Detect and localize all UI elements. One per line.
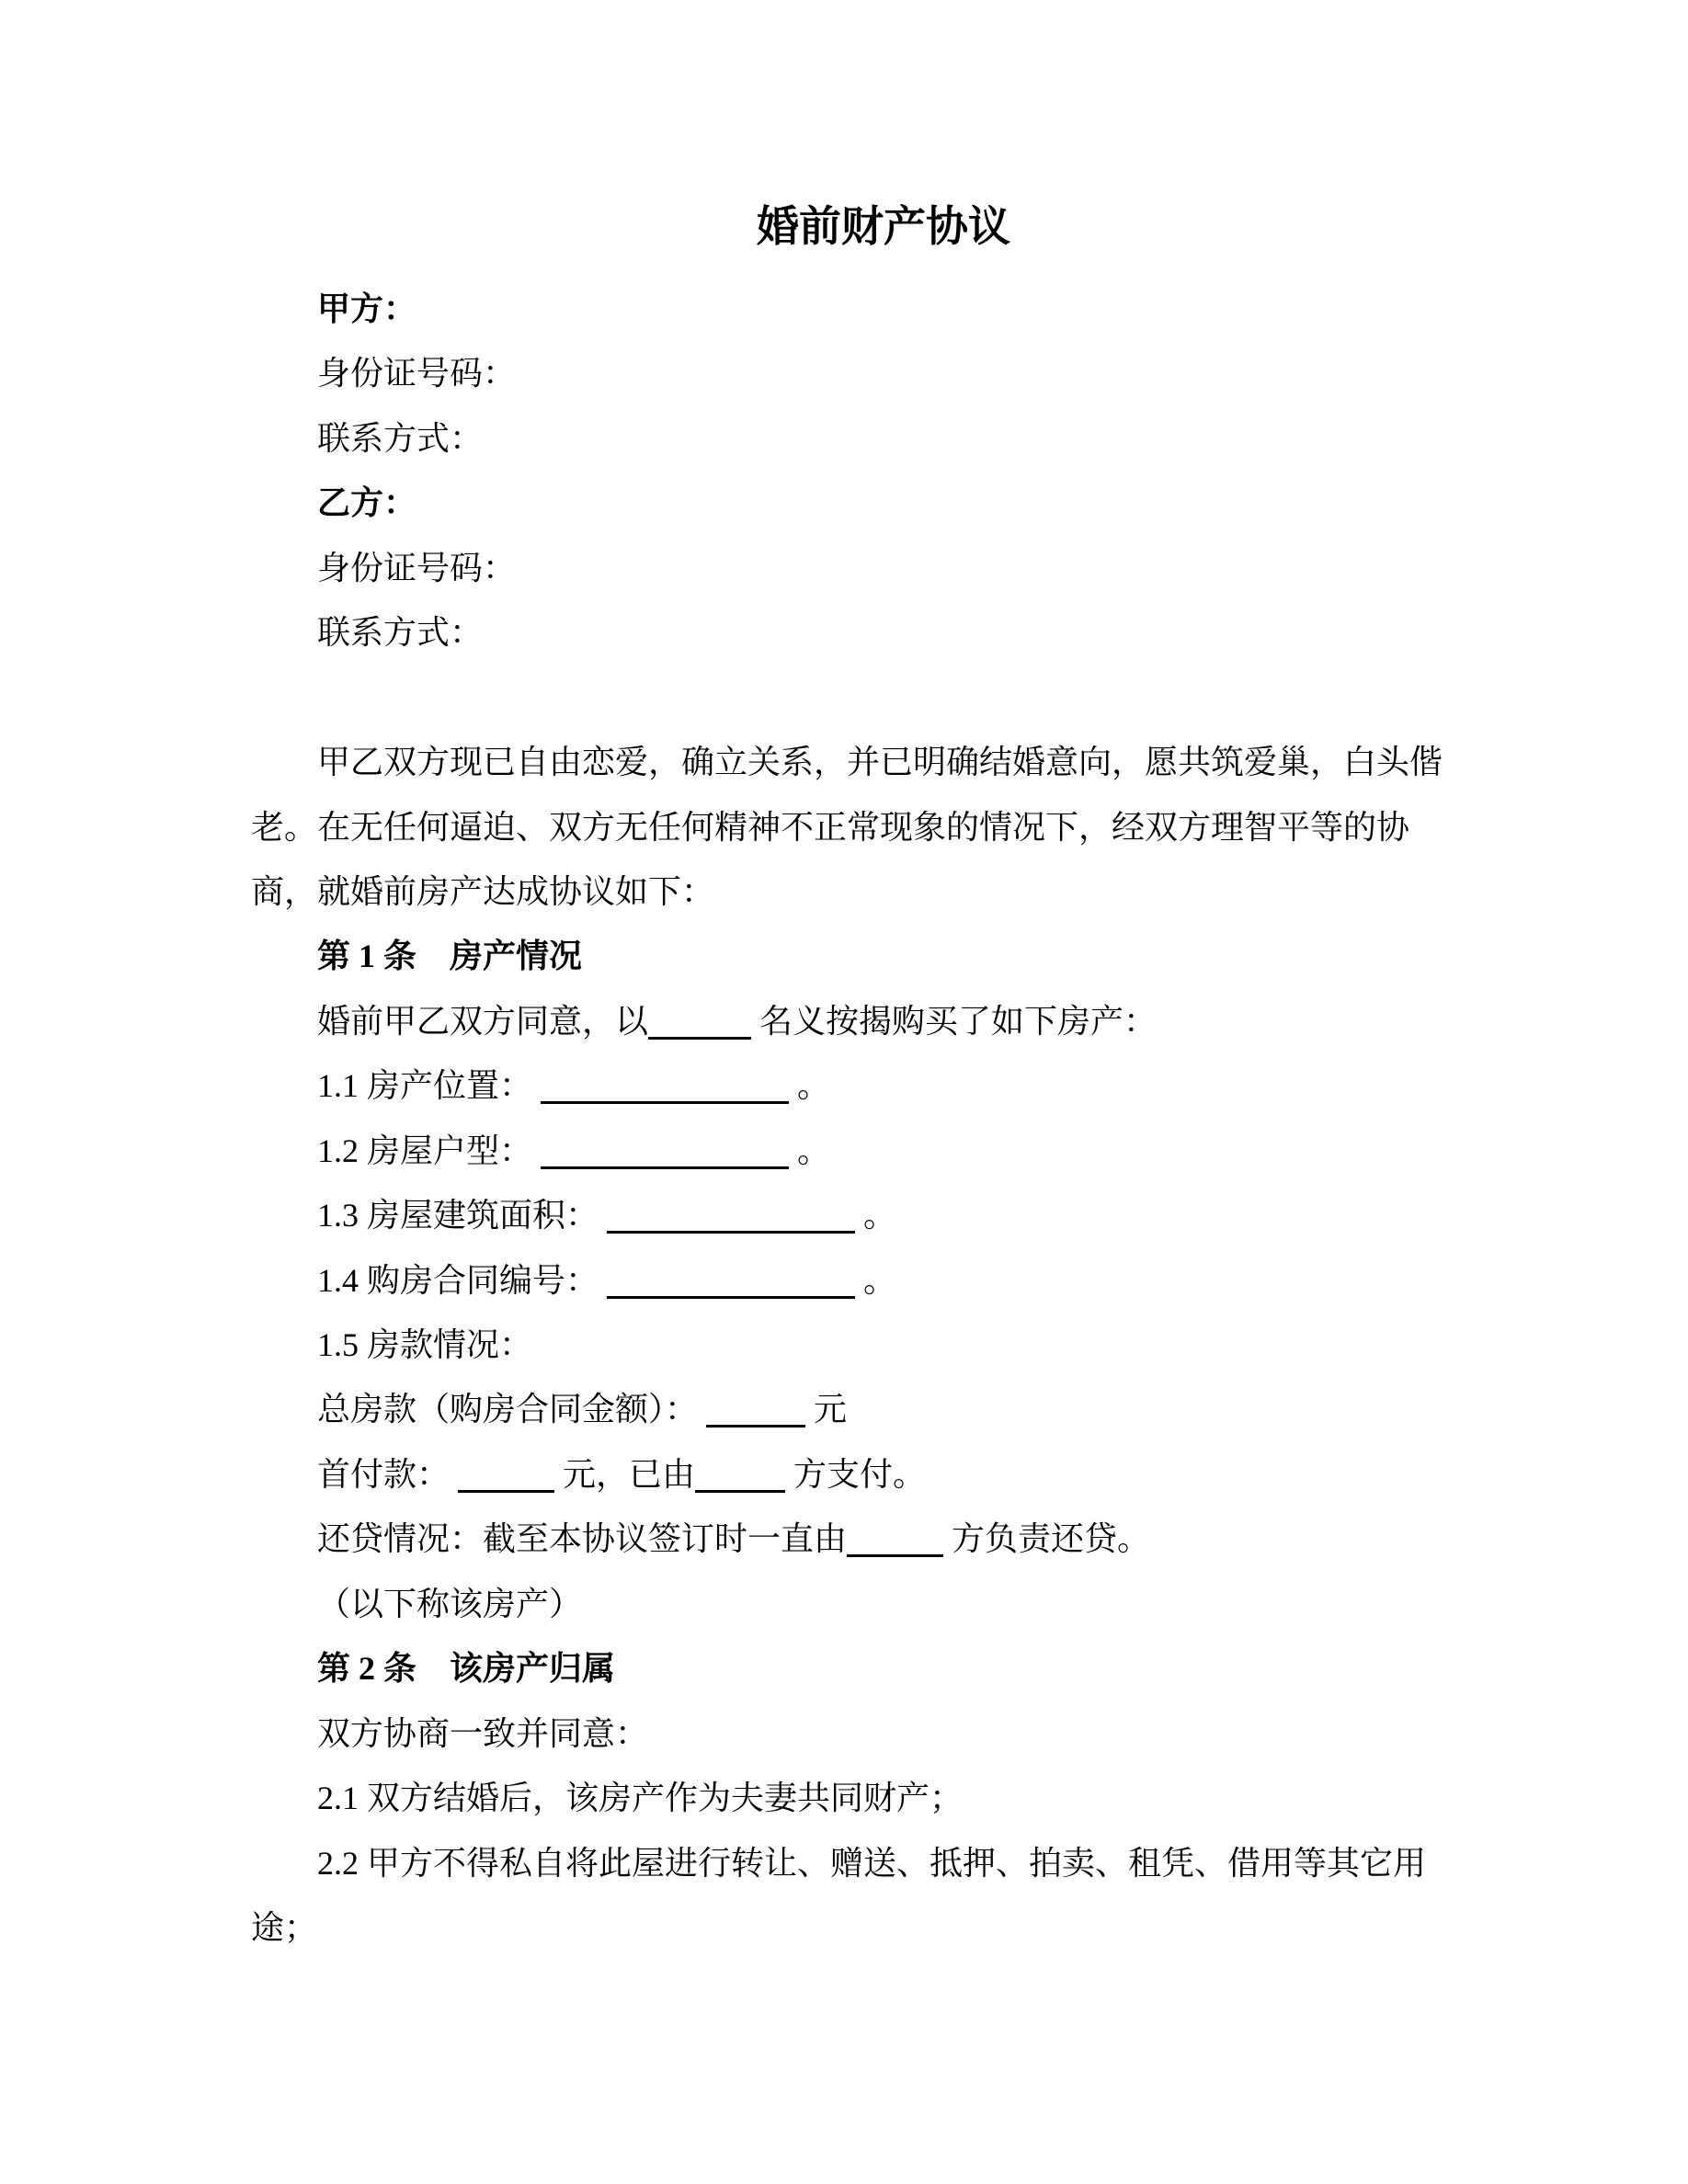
text-segment: 还贷情况：截至本协议签订时一直由 xyxy=(317,1520,848,1558)
party-a-label xyxy=(251,277,1462,341)
clause-2-intro xyxy=(251,1701,1462,1766)
clause-1-3 xyxy=(251,1183,1462,1247)
text-segment: 第 2 条 该房产归属 xyxy=(317,1650,616,1688)
text-segment: 。 xyxy=(855,1261,897,1299)
clause-2-2 xyxy=(251,1831,1462,1895)
text-segment: （以下称该房产） xyxy=(317,1585,583,1622)
text-segment: 名义按揭购买了如下房产： xyxy=(751,1002,1158,1040)
party-b-label xyxy=(251,471,1462,535)
party-b-contact xyxy=(251,600,1462,665)
text-segment: 婚前甲乙双方同意，以 xyxy=(317,1002,649,1040)
article-1-heading xyxy=(251,924,1462,988)
fill-in-blank xyxy=(607,1194,855,1234)
party-a-id xyxy=(251,341,1462,405)
text-segment: 方支付。 xyxy=(785,1455,927,1493)
text-segment: 。 xyxy=(855,1197,897,1234)
text-segment: 甲方： xyxy=(317,290,417,327)
fill-in-blank xyxy=(695,1453,785,1493)
document-title: 婚前财产协议 xyxy=(757,203,1010,250)
clause-2-2-cont xyxy=(251,1895,1462,1960)
preamble-line-1 xyxy=(251,730,1462,794)
fill-in-blank xyxy=(541,1064,789,1104)
text-segment: 商，就婚前房产达成协议如下： xyxy=(251,872,715,910)
text-segment: 双方协商一致并同意： xyxy=(317,1714,649,1752)
clause-2-1 xyxy=(251,1766,1462,1830)
text-segment: 1.1 房产位置： xyxy=(317,1067,542,1105)
clause-1-intro xyxy=(251,989,1462,1053)
clause-1-1 xyxy=(251,1053,1462,1118)
text-segment: 首付款： xyxy=(317,1455,459,1493)
preamble-line-2 xyxy=(251,795,1462,859)
clause-1-2 xyxy=(251,1119,1462,1183)
fill-in-blank xyxy=(607,1259,855,1299)
fill-in-blank xyxy=(541,1130,789,1169)
text-segment: 老。在无任何逼迫、双方无任何精神不正常现象的情况下，经双方理智平等的协 xyxy=(251,808,1410,846)
clause-1-5 xyxy=(251,1313,1462,1377)
fill-in-blank xyxy=(458,1453,554,1493)
party-a-contact xyxy=(251,406,1462,471)
text-segment: 元，已由 xyxy=(554,1455,696,1493)
text-segment: 。 xyxy=(789,1067,831,1105)
spacer xyxy=(251,665,1462,730)
text-segment: 途； xyxy=(251,1908,318,1946)
clause-1-4 xyxy=(251,1248,1462,1313)
text-segment: 联系方式： xyxy=(317,419,484,457)
text-segment: 元 xyxy=(805,1391,848,1428)
fill-in-blank xyxy=(648,1000,751,1040)
text-segment: 总房款（购房合同金额）： xyxy=(317,1391,707,1428)
text-segment: 2.2 甲方不得私自将此屋进行转让、赠送、抵押、拍卖、租凭、借用等其它用 xyxy=(317,1844,1427,1882)
text-segment: 1.3 房屋建筑面积： xyxy=(317,1197,608,1234)
text-segment: 乙方： xyxy=(317,484,417,522)
fill-in-blank xyxy=(847,1518,943,1557)
text-segment: 甲乙双方现已自由恋爱，确立关系，并已明确结婚意向，愿共筑爱巢，白头偕 xyxy=(317,744,1443,781)
loan-status xyxy=(251,1507,1462,1571)
text-segment: 2.1 双方结婚后，该房产作为夫妻共同财产； xyxy=(317,1780,964,1817)
text-segment: 1.4 购房合同编号： xyxy=(317,1261,608,1299)
text-segment: 。 xyxy=(789,1132,831,1169)
text-segment: 身份证号码： xyxy=(317,549,517,586)
text-segment: 第 1 条 房产情况 xyxy=(317,938,583,975)
preamble-line-3 xyxy=(251,859,1462,924)
article-2-heading xyxy=(251,1636,1462,1701)
down-payment xyxy=(251,1442,1462,1507)
total-price xyxy=(251,1377,1462,1441)
text-segment: 联系方式： xyxy=(317,614,484,652)
fill-in-blank xyxy=(706,1388,805,1428)
text-segment: 方负责还贷。 xyxy=(943,1520,1151,1558)
document-body xyxy=(251,277,1462,1960)
text-segment: 身份证号码： xyxy=(317,355,517,392)
text-segment: 1.2 房屋户型： xyxy=(317,1132,542,1169)
property-alias xyxy=(251,1572,1462,1636)
text-segment: 1.5 房款情况： xyxy=(317,1326,533,1363)
party-b-id xyxy=(251,536,1462,600)
